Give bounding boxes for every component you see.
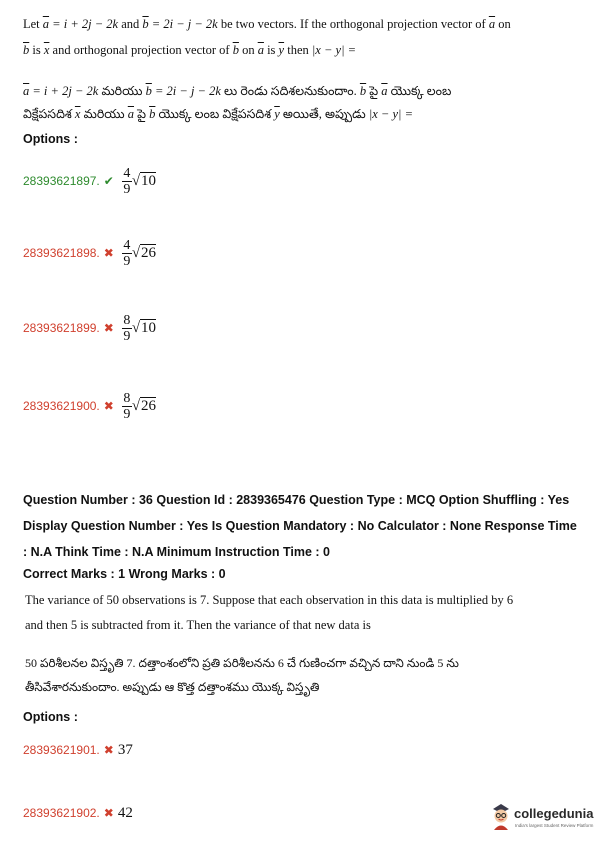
option-value: 37 — [117, 742, 133, 758]
option-row[interactable] — [23, 166, 156, 197]
question-35-english-line1: Let $\overline{a} = i + 2j - 2k$ and $\overline{b} = 2i - j - 2k$ be two vectors. If the orthogonal projection vector of $\overline{a}$ on — [23, 17, 511, 31]
options-heading: Options : — [23, 710, 78, 724]
logo-tagline: India's largest Student Review Platform — [515, 823, 594, 828]
fraction: $\frac{8}{9}$ — [123, 313, 131, 344]
fraction: $\frac{4}{9}$ — [123, 238, 131, 269]
question-36-english: The variance of 50 observations is 7. Suppose that each observation in this data is multiplied by 6 and then 5 is subtracted from it. Then the variance of that new data is — [25, 593, 514, 632]
logo-text: collegedunia — [514, 806, 594, 821]
option-row[interactable] — [23, 741, 133, 759]
question-35-telugu-line1: $\overline{a} = i + 2j - 2k$ మరియు $\overline{b} = 2i - j - 2k$ లు రెండు సదిశలనుకుందాం. $\overline{b}$ పై $\overline{a}$ యొక్క లంబ — [23, 84, 452, 98]
option-row[interactable] — [23, 313, 156, 344]
option-id: 28393621899. — [23, 321, 100, 336]
option-value: 42 — [117, 805, 133, 821]
question-35-telugu-line2: విక్షేపసదిశ $\overline{x}$ మరియు $\overline{a}$ పై $\overline{b}$ యొక్క లంబ విక్షేపసదిశ $\overline{y}$ అయితే, అప్పుడు |x − y| = — [23, 107, 414, 121]
student-mascot-icon — [490, 802, 512, 830]
option-id: 28393621900. — [23, 399, 100, 414]
wrong-cross-icon: ✖ — [103, 806, 114, 820]
option-id: 28393621898. — [23, 246, 100, 261]
square-root: √10 — [131, 173, 157, 189]
option-id: 28393621901. — [23, 743, 100, 757]
wrong-cross-icon: ✖ — [103, 321, 114, 336]
options-heading: Options : — [23, 132, 78, 146]
square-root: √10 — [131, 320, 157, 336]
collegedunia-logo[interactable] — [490, 800, 594, 834]
square-root: √26 — [131, 245, 157, 261]
fraction: $\frac{8}{9}$ — [123, 391, 131, 422]
option-row[interactable] — [23, 391, 156, 422]
wrong-cross-icon: ✖ — [103, 743, 114, 757]
option-id: 28393621902. — [23, 806, 100, 820]
question-35-english-line2: $\overline{b}$ is $\overline{x}$ and orthogonal projection vector of $\overline{b}$ on $\overline{a}$ is $\overline{y}$ then |x − y| = — [23, 43, 357, 57]
wrong-cross-icon: ✖ — [103, 246, 114, 261]
vector-a: $\overline{a}$ — [42, 17, 50, 31]
vector-b: $\overline{b}$ — [142, 17, 149, 31]
question-36-metadata: Question Number : 36 Question Id : 2839365476 Question Type : MCQ Option Shuffling : Yes Display Question Number : Yes Is Question Mandatory : No Calculator : None Response Time : N.A Think Time : N.A Minimum Instruction Time : 0 — [23, 493, 577, 559]
question-36-telugu: 50 పరిశీలనల విస్తృతి 7. దత్తాంశంలోని ప్రతి పరిశీలనను 6 చే గుణించగా వచ్చిన దాని నుండి 5 ను తీసివేశారనుకుందాం. అప్పుడు ఆ కొత్త దత్తాంశము యొక్క విస్తృతి — [25, 656, 459, 694]
square-root: √26 — [131, 398, 157, 414]
option-row[interactable] — [23, 238, 156, 269]
fraction: $\frac{4}{9}$ — [123, 166, 131, 197]
wrong-cross-icon: ✖ — [103, 399, 114, 414]
option-id: 28393621897. — [23, 174, 100, 189]
marks-info: Correct Marks : 1 Wrong Marks : 0 — [23, 567, 226, 581]
correct-check-icon: ✔ — [103, 174, 114, 189]
option-row[interactable] — [23, 804, 133, 822]
